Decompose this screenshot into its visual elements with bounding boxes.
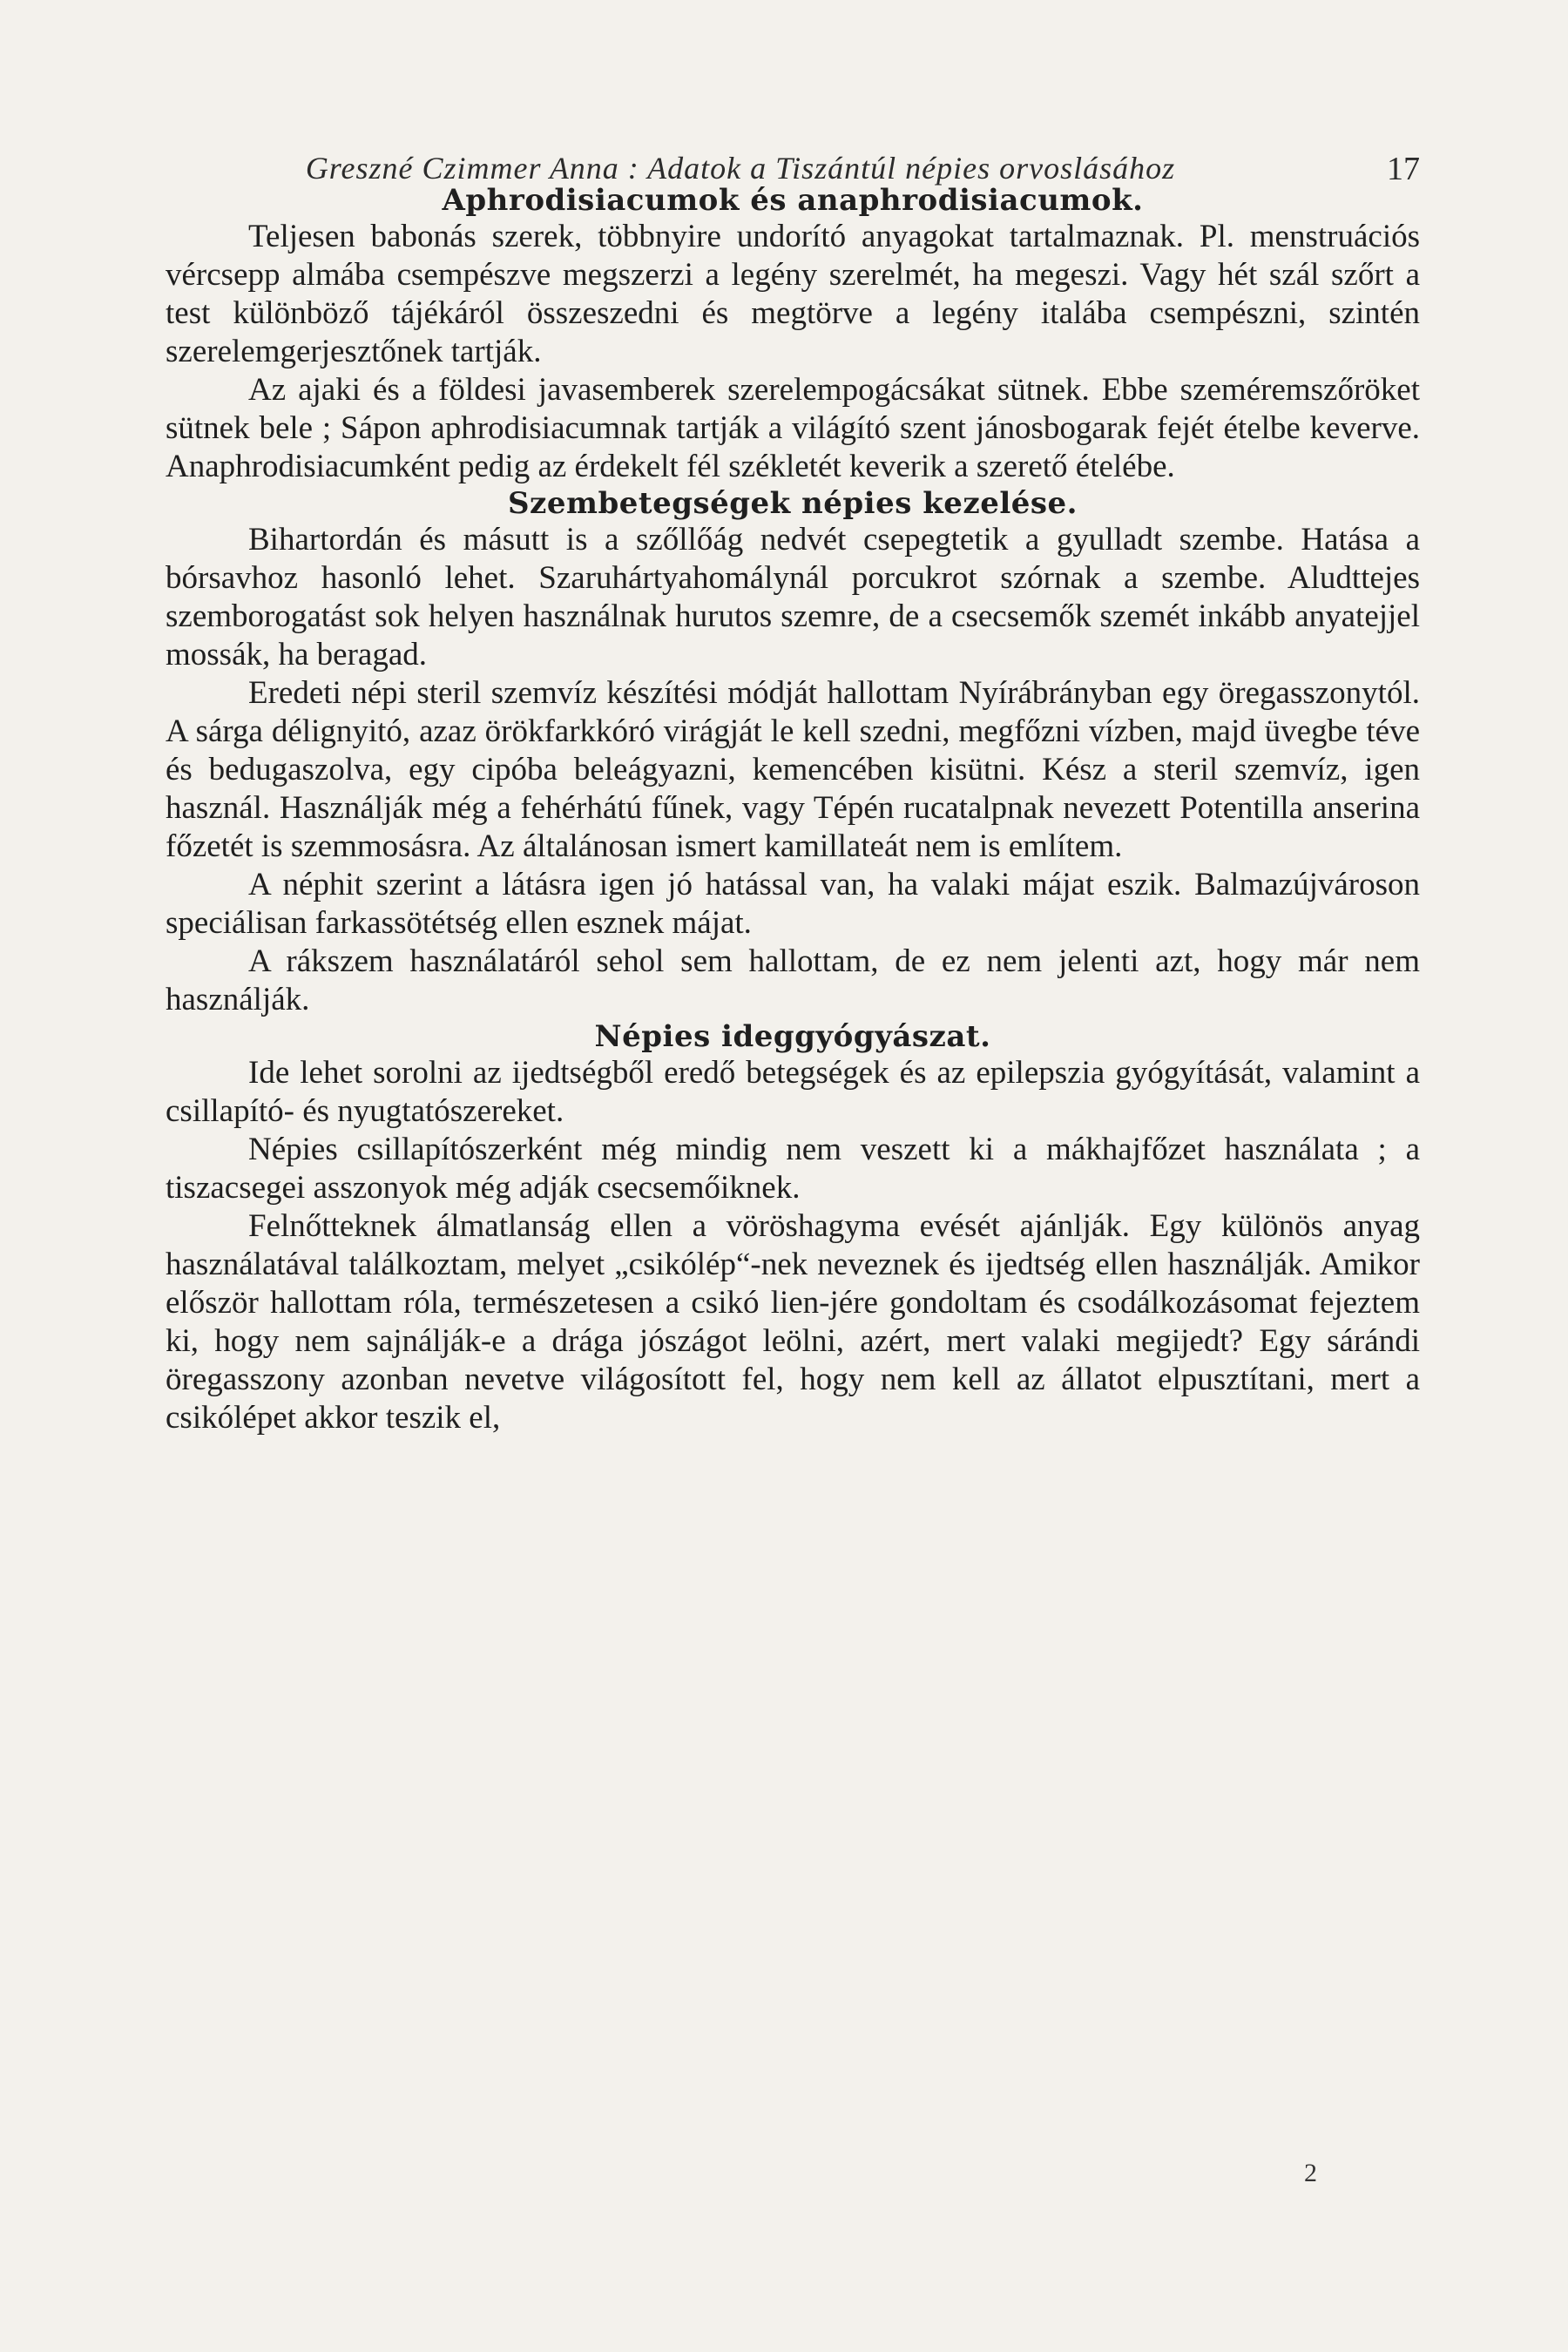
section-heading-aphrodisiacumok: Aphrodisiacumok és anaphrodisiacumok. bbox=[442, 183, 1144, 218]
paragraph: Teljesen babonás szerek, többnyire undorító anyagokat tartalmaznak. Pl. menstruációs vércsepp almába csempészve megszerzi a legény szerelmét, ha megeszi. Vagy hét szál szőrt a test különböző tájékáról összeszedni és megtörve a legény italába csempészni, szintén szerelemgerjesztőnek tartják. bbox=[166, 219, 1420, 369]
paragraph: Népies csillapítószerként még mindig nem veszett ki a mákhajfőzet használata ; a tiszacsegei asszonyok még adják csecsemőiknek. bbox=[166, 1132, 1420, 1206]
running-header bbox=[166, 131, 1420, 187]
paragraph: Eredeti népi steril szemvíz készítési módját hallottam Nyírábrányban egy öregasszonytól. A sárga délignyitó, azaz örökfarkkóró virágját le kell szedni, megfőzni vízben, majd üvegbe téve és bedugaszolva, egy cipóba beleágyazni, kemencében kisütni. Kész a steril szemvíz, igen használ. Használják még a fehérhátú fűnek, vagy Tépén rucatalpnak nevezett Potentilla anserina főzetét is szemmosásra. Az általánosan ismert kamillateát nem is említem. bbox=[166, 675, 1420, 864]
section-heading-ideggyogyaszat: Népies ideggyógyászat. bbox=[594, 1019, 991, 1054]
paragraph: A néphit szerint a látásra igen jó hatással van, ha valaki májat eszik. Balmazújvároson speciálisan farkassötétség ellen esznek májat. bbox=[166, 867, 1420, 941]
page-body bbox=[166, 131, 1420, 1437]
running-title: Greszné Czimmer Anna : Adatok a Tiszántúl népies orvoslásához bbox=[305, 151, 1176, 186]
paragraph: Felnőtteknek álmatlanság ellen a vöröshagyma evését ajánlják. Egy különös anyag használatával találkoztam, melyet „csikólép“-nek neveznek és ijedtség ellen használják. Amikor először hallottam róla, természetesen a csikó lien-jére gondoltam és csodálkozásomat fejeztem ki, hogy nem sajnálják-e a drága jószágot leölni, azért, mert valaki megijedt? Egy sárándi öregasszony azonban nevetve világosított fel, hogy nem kell az állatot elpusztítani, mert a csikólépet akkor teszik el, bbox=[166, 1208, 1420, 1436]
paragraph: Bihartordán és másutt is a szőllőág nedvét csepegtetik a gyulladt szembe. Hatása a bórsavhoz hasonló lehet. Szaruhártyahomálynál porcukrot szórnak a szembe. Aludttejes szemborogatást sok helyen használnak hurutos szemre, de a csecsemők szemét inkább anyatejjel mossák, ha beragad. bbox=[166, 522, 1420, 672]
paragraph: A rákszem használatáról sehol sem hallottam, de ez nem jelenti azt, hogy már nem használják. bbox=[166, 943, 1420, 1017]
section-heading-szembetegsegek: Szembetegségek népies kezelése. bbox=[508, 486, 1078, 521]
paragraph: Ide lehet sorolni az ijedtségből eredő betegségek és az epilepszia gyógyítását, valamint a csillapító- és nyugtatószereket. bbox=[166, 1055, 1420, 1129]
page-number: 17 bbox=[1387, 151, 1420, 187]
signature-mark: 2 bbox=[1304, 2159, 1317, 2187]
paragraph: Az ajaki és a földesi javasemberek szerelempogácsákat sütnek. Ebbe szeméremszőröket sütnek bele ; Sápon aphrodisiacumnak tartják a világító szent jánosbogarak fejét ételbe keverve. Anaphrodisiacumként pedig az érdekelt fél székletét keverik a szerető ételébe. bbox=[166, 372, 1420, 484]
